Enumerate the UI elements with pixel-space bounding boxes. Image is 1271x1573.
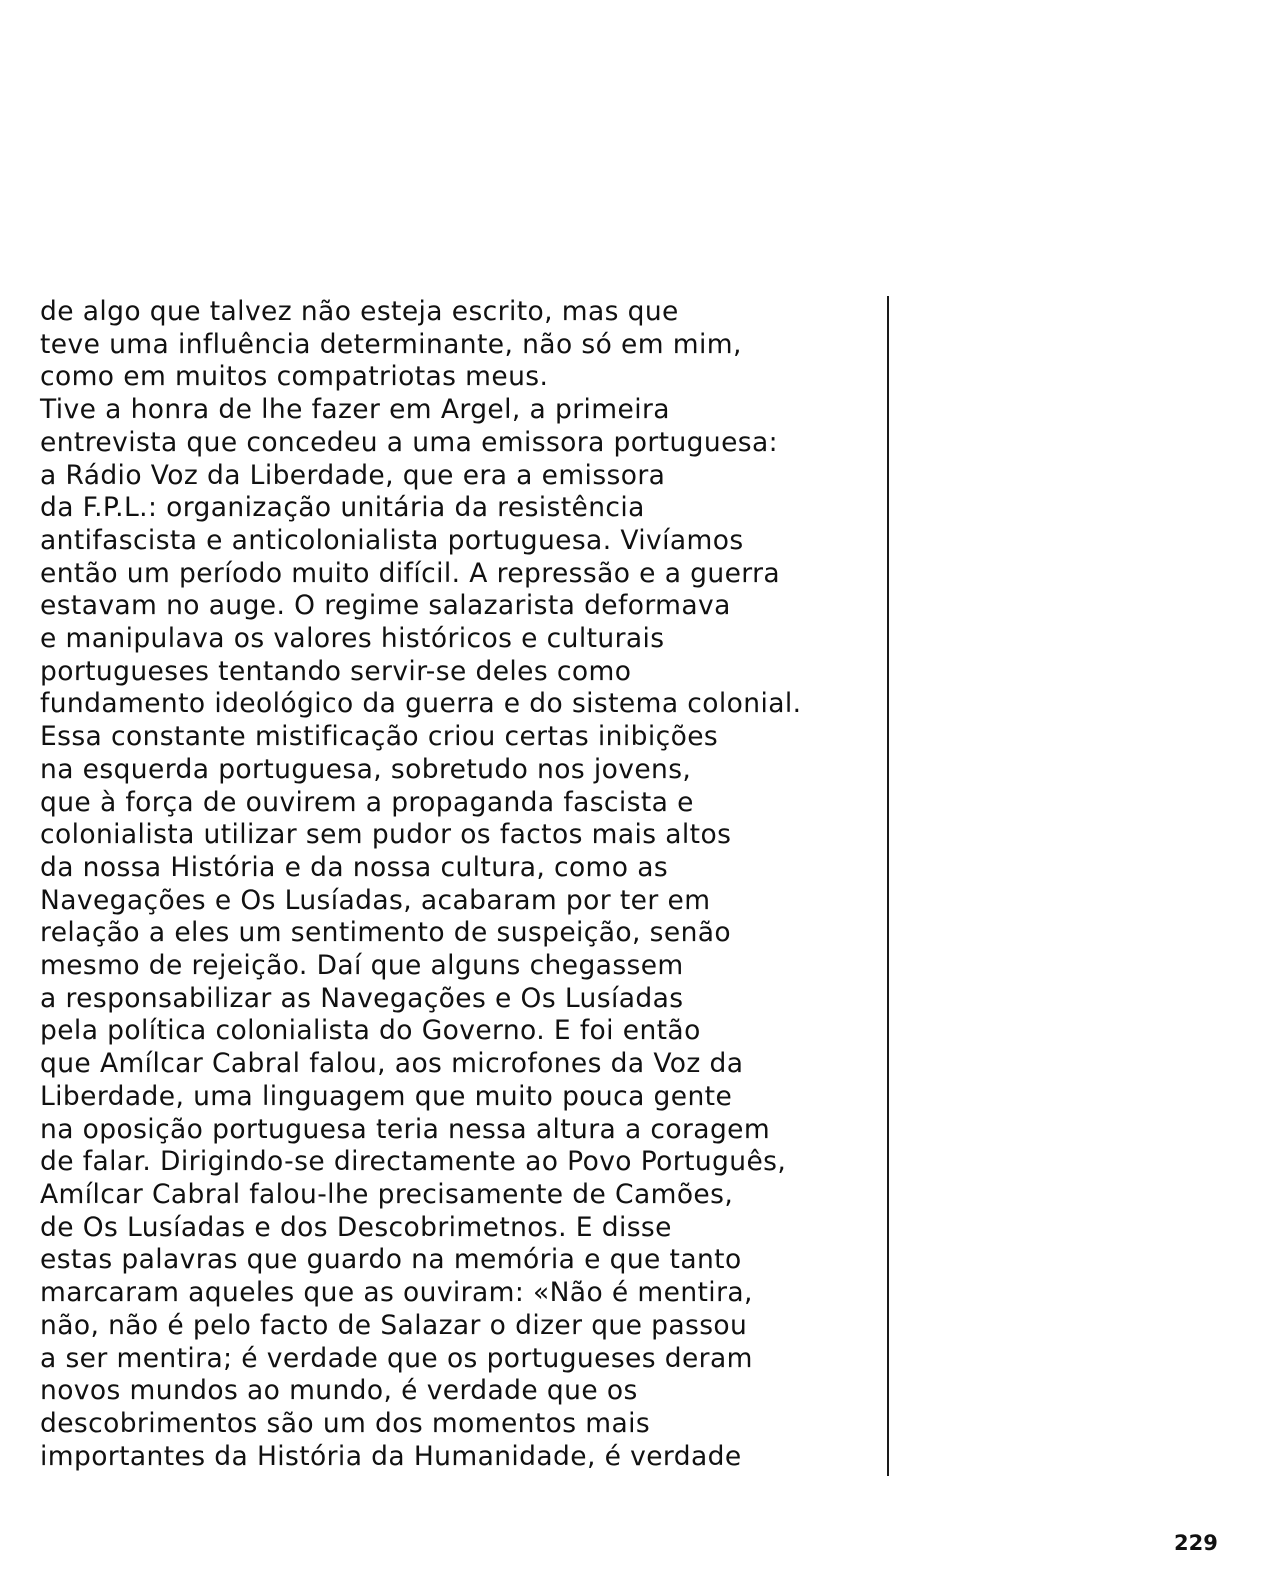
text-line: Amílcar Cabral falou-lhe precisamente de Camões, [40,1178,734,1210]
page-number: 229 [1174,1531,1218,1555]
text-line: que à força de ouvirem a propaganda fascista e [40,786,694,818]
body-text [40,296,875,1473]
text-line: relação a eles um sentimento de suspeição, senão [40,917,732,949]
text-line: de algo que talvez não esteja escrito, mas que [40,296,679,327]
text-line: que Amílcar Cabral falou, aos microfones da Voz da [40,1048,744,1080]
text-line: Essa constante mistificação criou certas inibições [40,721,719,753]
text-line: a responsabilizar as Navegações e Os Lusíadas [40,982,684,1014]
text-line: antifascista e anticolonialista portuguesa. Vivíamos [40,524,744,556]
text-line: fundamento ideológico da guerra e do sistema colonial. [40,688,802,720]
text-line: a ser mentira; é verdade que os portugueses deram [40,1342,753,1374]
margin-rule [887,296,889,1476]
text-line: importantes da História da Humanidade, é verdade [40,1440,742,1472]
text-line: pela política colonialista do Governo. E foi então [40,1015,701,1047]
text-line: marcaram aqueles que as ouviram: «Não é mentira, [40,1277,753,1309]
text-line: descobrimentos são um dos momentos mais [40,1407,651,1439]
text-line: na oposição portuguesa teria nessa altura a coragem [40,1113,771,1145]
text-line: de Os Lusíadas e dos Descobrimetnos. E disse [40,1211,672,1243]
text-line: não, não é pelo facto de Salazar o dizer que passou [40,1309,748,1341]
text-line: e manipulava os valores históricos e culturais [40,623,665,655]
text-line: da F.P.L.: organização unitária da resistência [40,492,645,524]
text-line: Liberdade, uma linguagem que muito pouca gente [40,1080,733,1112]
text-line: de falar. Dirigindo-se directamente ao Povo Português, [40,1146,787,1178]
text-line: da nossa História e da nossa cultura, como as [40,851,669,883]
text-line: novos mundos ao mundo, é verdade que os [40,1375,638,1407]
text-line: estas palavras que guardo na memória e que tanto [40,1244,742,1276]
text-line: estavam no auge. O regime salazarista deformava [40,590,731,622]
text-line: Navegações e Os Lusíadas, acabaram por ter em [40,884,711,916]
text-line: teve uma influência determinante, não só em mim, [40,328,742,360]
text-line: a Rádio Voz da Liberdade, que era a emissora [40,459,666,491]
text-line: Tive a honra de lhe fazer em Argel, a primeira [40,394,670,426]
text-line: entrevista que concedeu a uma emissora portuguesa: [40,426,778,458]
text-line: como em muitos compatriotas meus. [40,361,549,393]
text-line: colonialista utilizar sem pudor os factos mais altos [40,819,732,851]
text-line: então um período muito difícil. A repressão e a guerra [40,557,781,589]
text-line: portugueses tentando servir-se deles como [40,655,632,687]
text-line: mesmo de rejeição. Daí que alguns chegassem [40,950,684,982]
text-line: na esquerda portuguesa, sobretudo nos jovens, [40,753,692,785]
